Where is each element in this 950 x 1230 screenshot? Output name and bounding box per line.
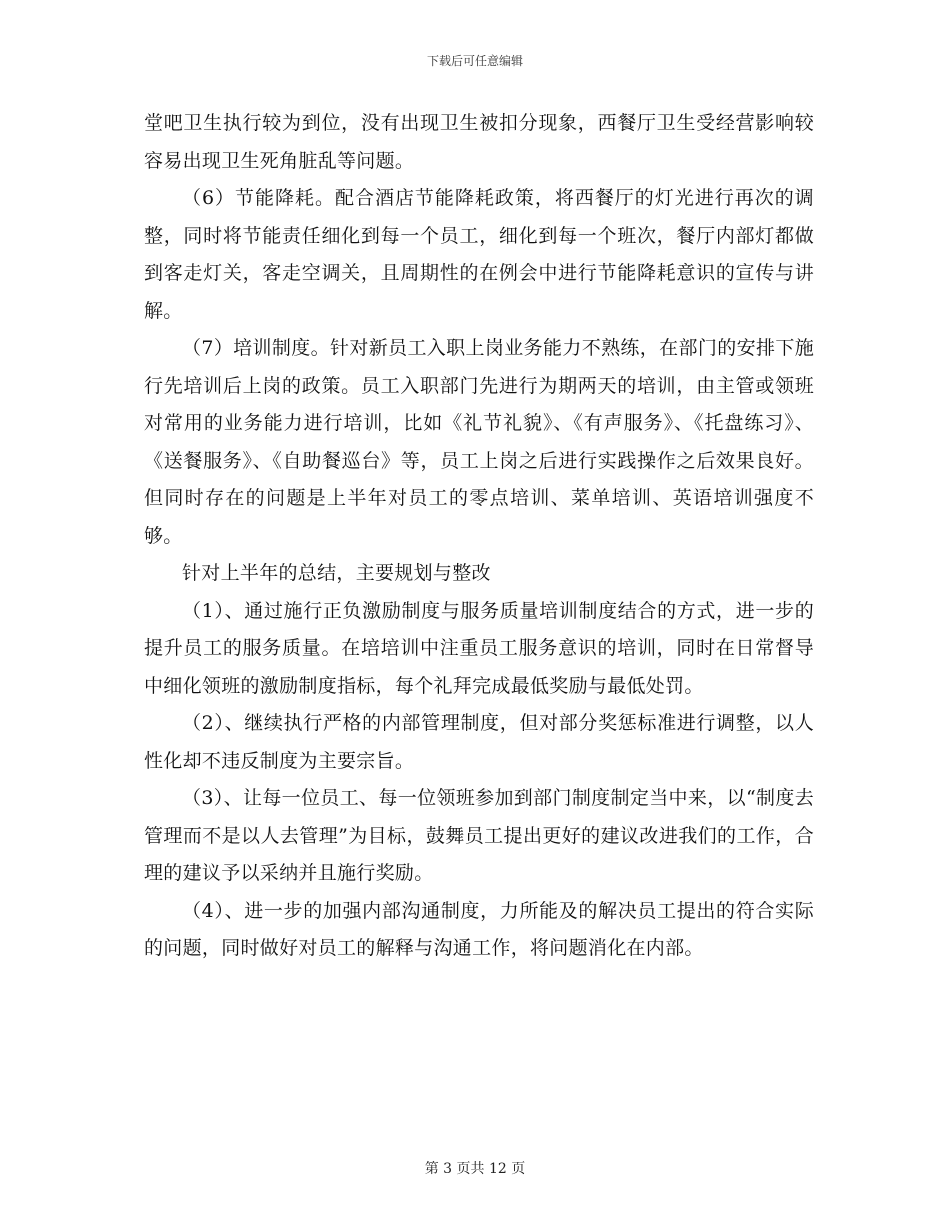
- paragraph-7: （3）、让每一位员工、每一位领班参加到部门制度制定当中来，以“制度去管理而不是以人去管理”为目标，鼓舞员工提出更好的建议改进我们的工作，合理的建议予以采纳并且施行奖励。: [144, 787, 814, 884]
- paragraph-2: （6）节能降耗。配合酒店节能降耗政策，将西餐厅的灯光进行再次的调整，同时将节能责任细化到每一个员工，细化到每一个班次，餐厅内部灯都做到客走灯关，客走空调关，且周期性的在例会中进行节能降耗意识的宣传与讲解。: [144, 187, 814, 322]
- page-header: 下载后可任意编辑: [426, 54, 523, 68]
- paragraph-4: 针对上半年的总结，主要规划与整改: [182, 562, 491, 584]
- document-body: [144, 105, 814, 968]
- paragraph-6: （2）、继续执行严格的内部管理制度，但对部分奖惩标准进行调整，以人性化却不违反制度为主要宗旨。: [144, 712, 814, 772]
- paragraph-1: 堂吧卫生执行较为到位，没有出现卫生被扣分现象，西餐厅卫生受经营影响较容易出现卫生死角脏乱等问题。: [144, 112, 814, 172]
- page-number-footer: 第 3 页共 12 页: [424, 1161, 526, 1177]
- paragraph-5: （1）、通过施行正负激励制度与服务质量培训制度结合的方式，进一步的提升员工的服务质量。在培培训中注重员工服务意识的培训，同时在日常督导中细化领班的激励制度指标，每个礼拜完成最低奖励与最低处罚。: [144, 599, 814, 697]
- paragraph-3: （7）培训制度。针对新员工入职上岗业务能力不熟练，在部门的安排下施行先培训后上岗的政策。员工入职部门先进行为期两天的培训，由主管或领班对常用的业务能力进行培训，比如《礼节礼貌》、《有声服务》、《托盘练习》、《送餐服务》、《自助餐巡台》等，员工上岗之后进行实践操作之后效果良好。但同时存在的问题是上半年对员工的零点培训、菜单培训、英语培训强度不够。: [144, 337, 814, 547]
- paragraph-8: （4）、进一步的加强内部沟通制度，力所能及的解决员工提出的符合实际的问题，同时做好对员工的解释与沟通工作，将问题消化在内部。: [144, 899, 814, 959]
